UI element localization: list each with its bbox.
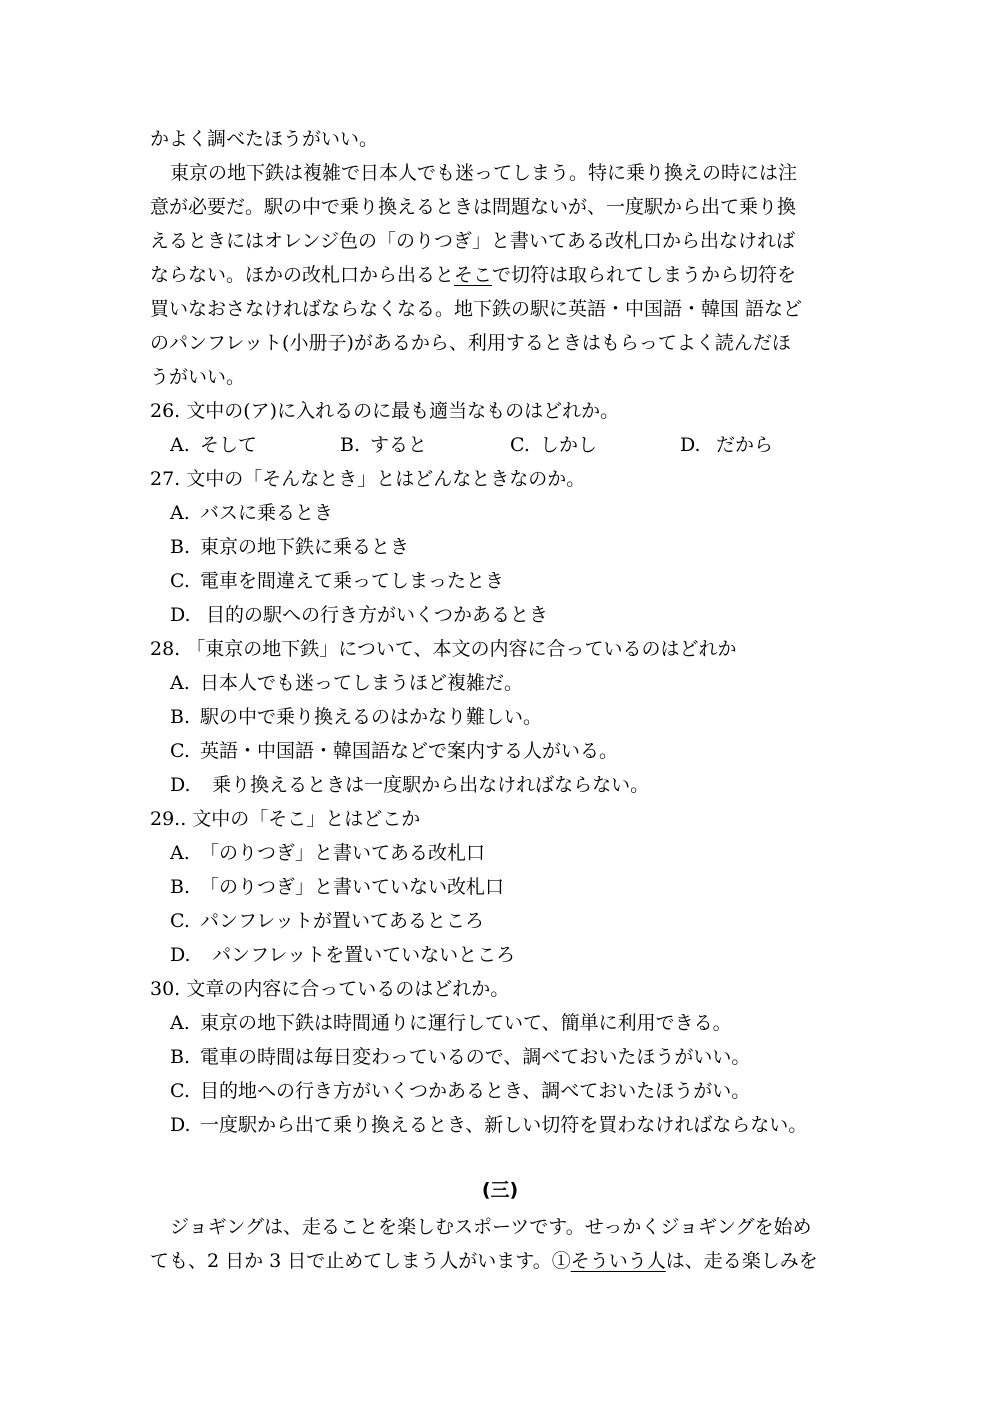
option-d[interactable] <box>680 428 850 462</box>
question-29 <box>150 802 850 972</box>
option-letter: B. <box>170 1046 191 1068</box>
passage-text: ならない。ほかの改札口から出ると <box>150 264 455 286</box>
option-letter: B. <box>170 536 191 558</box>
option-text: 「のりつぎ」と書いていない改札口 <box>200 876 505 898</box>
question-stem: 30. 文章の内容に合っているのはどれか。 <box>150 978 510 1000</box>
option-letter: A. <box>170 672 190 694</box>
passage-text: ても、2 日か 3 日で止めてしまう人がいます。① <box>150 1250 571 1272</box>
option-c[interactable] <box>150 564 850 598</box>
option-letter: D. <box>170 604 191 626</box>
passage-line: えるときにはオレンジ色の「のりつぎ」と書いてある改札口から出なければ <box>150 230 796 252</box>
option-text: 「のりつぎ」と書いてある改札口 <box>200 842 486 864</box>
option-letter: D. <box>170 1114 191 1136</box>
option-c[interactable] <box>510 428 680 462</box>
options-row <box>150 428 850 462</box>
option-text: だから <box>710 434 774 456</box>
option-text: パンフレットを置いていないところ <box>200 944 516 966</box>
question-stem: 29.. 文中の「そこ」とはどこか <box>150 808 421 830</box>
option-a[interactable] <box>150 496 850 530</box>
option-letter: C. <box>170 570 190 592</box>
option-text: バスに乗るとき <box>200 502 334 524</box>
option-b[interactable] <box>150 530 850 564</box>
option-text: パンフレットが置いてあるところ <box>200 910 485 932</box>
option-text: 電車の時間は毎日変わっているので、調べておいたほうがいい。 <box>200 1046 751 1068</box>
option-text: しかし <box>540 434 598 456</box>
option-letter: D. <box>170 944 191 966</box>
passage-line: かよく調べたほうがいい。 <box>150 128 379 150</box>
option-letter: A. <box>170 1012 190 1034</box>
question-27 <box>150 462 850 632</box>
document-page <box>150 122 850 1278</box>
passage-text: は、走る楽しみを <box>665 1250 818 1272</box>
underlined-phrase-souiu-hito: そういう人 <box>570 1250 666 1272</box>
option-b[interactable] <box>150 1040 850 1074</box>
option-text: 一度駅から出て乗り換えるとき、新しい切符を買わなければならない。 <box>200 1114 808 1136</box>
option-text: 東京の地下鉄に乗るとき <box>200 536 410 558</box>
option-letter: B. <box>170 706 191 728</box>
option-letter: A. <box>170 842 190 864</box>
option-a[interactable] <box>170 428 340 462</box>
passage-line: 意が必要だ。駅の中で乗り換えるときは問題ないが、一度駅から出て乗り換 <box>150 196 797 218</box>
option-text: すると <box>370 434 428 456</box>
passage-2 <box>150 122 850 394</box>
option-d[interactable] <box>150 768 850 802</box>
option-a[interactable] <box>150 666 850 700</box>
option-letter: C. <box>170 1080 190 1102</box>
passage-line: ジョギングは、走ることを楽しむスポーツです。せっかくジョギングを始め <box>170 1216 812 1238</box>
question-stem: 28. 「東京の地下鉄」について、本文の内容に合っているのはどれか <box>150 638 737 660</box>
option-letter: B. <box>170 876 191 898</box>
option-text: そして <box>200 434 258 456</box>
option-letter: C. <box>170 910 190 932</box>
option-text: 乗り換えるときは一度駅から出なければならない。 <box>200 774 650 796</box>
passage-line: のパンフレット(小册子)があるから、利用するときはもらってよく読んだほ <box>150 332 791 354</box>
option-a[interactable] <box>150 1006 850 1040</box>
option-c[interactable] <box>150 734 850 768</box>
option-d[interactable] <box>150 1108 850 1142</box>
underlined-word-soko: そこ <box>454 264 493 286</box>
question-30 <box>150 972 850 1142</box>
passage-text: で切符は取られてしまうから切符を <box>492 264 797 286</box>
option-a[interactable] <box>150 836 850 870</box>
option-b[interactable] <box>150 870 850 904</box>
option-letter: A. <box>170 502 190 524</box>
option-letter: A. <box>170 434 190 456</box>
option-letter: C. <box>510 434 530 456</box>
passage-line: 東京の地下鉄は複雑で日本人でも迷ってしまう。特に乗り換えの時には注 <box>170 162 798 184</box>
option-b[interactable] <box>150 700 850 734</box>
option-text: 目的の駅への行き方がいくつかあるとき <box>200 604 549 626</box>
option-letter: C. <box>170 740 190 762</box>
passage-line <box>150 258 850 292</box>
passage-line: うがいい。 <box>150 366 246 388</box>
option-d[interactable] <box>150 938 850 972</box>
option-b[interactable] <box>340 428 510 462</box>
option-text: 目的地への行き方がいくつかあるとき、調べておいたほうがい。 <box>200 1080 751 1102</box>
option-text: 日本人でも迷ってしまうほど複雑だ。 <box>200 672 524 694</box>
option-letter: D. <box>170 774 191 796</box>
option-c[interactable] <box>150 904 850 938</box>
option-text: 電車を間違えて乗ってしまったとき <box>200 570 505 592</box>
option-letter: B. <box>340 434 361 456</box>
option-letter: D. <box>680 434 701 456</box>
question-26 <box>150 394 850 462</box>
option-c[interactable] <box>150 1074 850 1108</box>
question-stem: 26. 文中の(ア)に入れるのに最も適当なものはどれか。 <box>150 400 620 422</box>
passage-line <box>150 1244 850 1278</box>
passage-line: 買いなおさなければならなくなる。地下鉄の駅に英語・中国語・韓国 語など <box>150 298 803 320</box>
question-stem: 27. 文中の「そんなとき」とはどんなときなのか。 <box>150 468 586 490</box>
option-text: 東京の地下鉄は時間通りに運行していて、簡単に利用できる。 <box>200 1012 732 1034</box>
passage-3 <box>150 1210 850 1278</box>
option-text: 駅の中で乗り換えるのはかなり難しい。 <box>200 706 543 728</box>
option-text: 英語・中国語・韓国語などで案内する人がいる。 <box>200 740 619 762</box>
question-28 <box>150 632 850 802</box>
option-d[interactable] <box>150 598 850 632</box>
section-title: (三) <box>481 1179 519 1201</box>
